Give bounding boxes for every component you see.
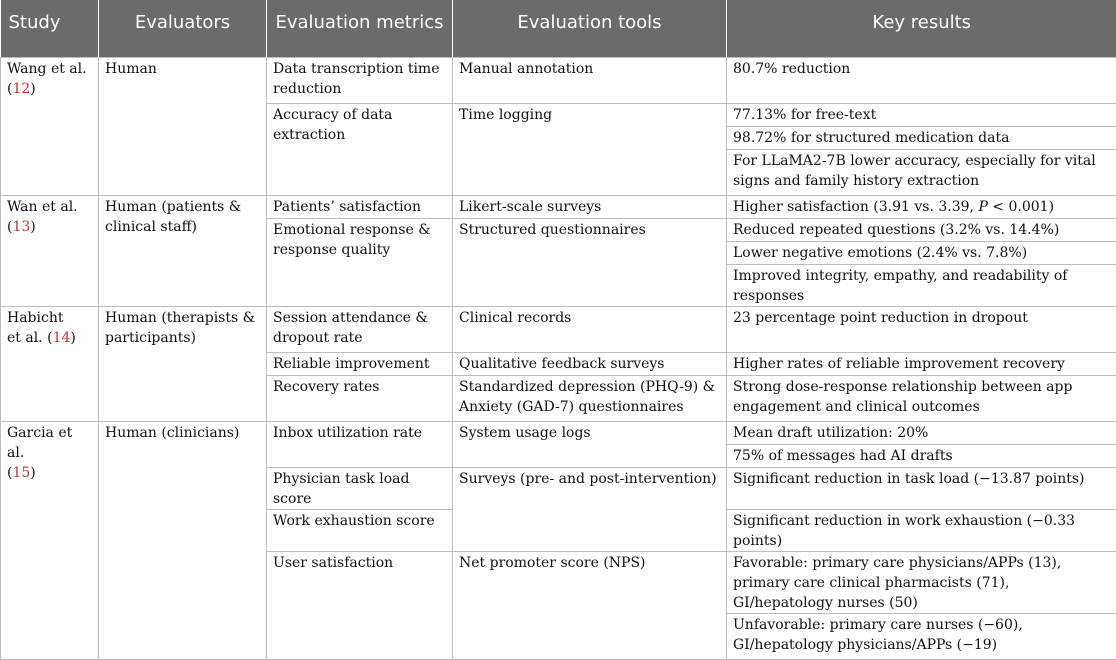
result-cell: Reduced repeated questions (3.2% vs. 14.4%): [727, 218, 1116, 241]
tool-cell: Clinical records: [453, 306, 727, 352]
metric-cell: Physician task load score: [267, 467, 453, 509]
result-cell: Significant reduction in work exhaustion (−0.33 points): [727, 509, 1116, 551]
result-cell: 23 percentage point reduction in dropout: [727, 306, 1116, 352]
tool-cell: Standardized depression (PHQ-9) & Anxiety (GAD-7) questionnaires: [453, 375, 727, 421]
evaluators-cell: Human: [99, 57, 267, 195]
metric-cell: Recovery rates: [267, 375, 453, 421]
header-evaluators: Evaluators: [99, 0, 267, 57]
result-cell: 98.72% for structured medication data: [727, 126, 1116, 149]
evaluators-cell: Human (clinicians): [99, 421, 267, 659]
metric-cell: Work exhaustion score: [267, 509, 453, 551]
result-cell: Strong dose-response relationship between app engagement and clinical outcomes: [727, 375, 1116, 421]
metric-cell: Patients’ satisfaction: [267, 195, 453, 218]
metric-cell: Session attendance & dropout rate: [267, 306, 453, 352]
tool-cell: Time logging: [453, 103, 727, 195]
result-cell: For LLaMA2-7B lower accuracy, especially for vital signs and family history extraction: [727, 149, 1116, 195]
result-cell: 77.13% for free-text: [727, 103, 1116, 126]
metric-cell: Accuracy of data extraction: [267, 103, 453, 195]
result-cell: Mean draft utilization: 20%: [727, 421, 1116, 444]
tool-cell: Surveys (pre- and post-intervention): [453, 467, 727, 551]
result-cell: 75% of messages had AI drafts: [727, 444, 1116, 467]
table-row: [1, 57, 1116, 103]
result-cell: Lower negative emotions (2.4% vs. 7.8%): [727, 241, 1116, 264]
table-row: [1, 306, 1116, 352]
result-cell: Favorable: primary care physicians/APPs (13), primary care clinical pharmacists (71), GI/hepatology nurses (50): [727, 551, 1116, 613]
metric-cell: Data transcription time reduction: [267, 57, 453, 103]
result-cell: Higher rates of reliable improvement recovery: [727, 352, 1116, 375]
header-evaluation-tools: Evaluation tools: [453, 0, 727, 57]
table-header-row: [1, 0, 1116, 57]
header-study: Study: [1, 0, 99, 57]
reference-link[interactable]: 15: [12, 465, 30, 481]
study-cell: Garcia et al. (15): [1, 421, 99, 659]
tool-cell: Qualitative feedback surveys: [453, 352, 727, 375]
header-key-results: Key results: [727, 0, 1116, 57]
study-cell: Wan et al. (13): [1, 195, 99, 306]
tool-cell: Net promoter score (NPS): [453, 551, 727, 659]
metric-cell: Reliable improvement: [267, 352, 453, 375]
result-cell: Significant reduction in task load (−13.87 points): [727, 467, 1116, 509]
tool-cell: Manual annotation: [453, 57, 727, 103]
tool-cell: System usage logs: [453, 421, 727, 467]
study-cell: Habicht et al. (14): [1, 306, 99, 421]
reference-link[interactable]: 13: [12, 219, 30, 235]
evaluators-cell: Human (therapists & participants): [99, 306, 267, 421]
metric-cell: Emotional response & response quality: [267, 218, 453, 306]
table-row: [1, 195, 1116, 218]
header-evaluation-metrics: Evaluation metrics: [267, 0, 453, 57]
result-cell: Improved integrity, empathy, and readability of responses: [727, 264, 1116, 306]
evaluators-cell: Human (patients & clinical staff): [99, 195, 267, 306]
metric-cell: Inbox utilization rate: [267, 421, 453, 467]
result-cell: Unfavorable: primary care nurses (−60), GI/hepatology physicians/APPs (−19): [727, 613, 1116, 659]
result-cell: 80.7% reduction: [727, 57, 1116, 103]
metric-cell: User satisfaction: [267, 551, 453, 659]
result-cell: Higher satisfaction (3.91 vs. 3.39, P < 0.001): [727, 195, 1116, 218]
table-row: [1, 421, 1116, 444]
reference-link[interactable]: 14: [53, 330, 71, 346]
study-cell: Wang et al. (12): [1, 57, 99, 195]
tool-cell: Structured questionnaires: [453, 218, 727, 306]
tool-cell: Likert-scale surveys: [453, 195, 727, 218]
reference-link[interactable]: 12: [12, 81, 30, 97]
